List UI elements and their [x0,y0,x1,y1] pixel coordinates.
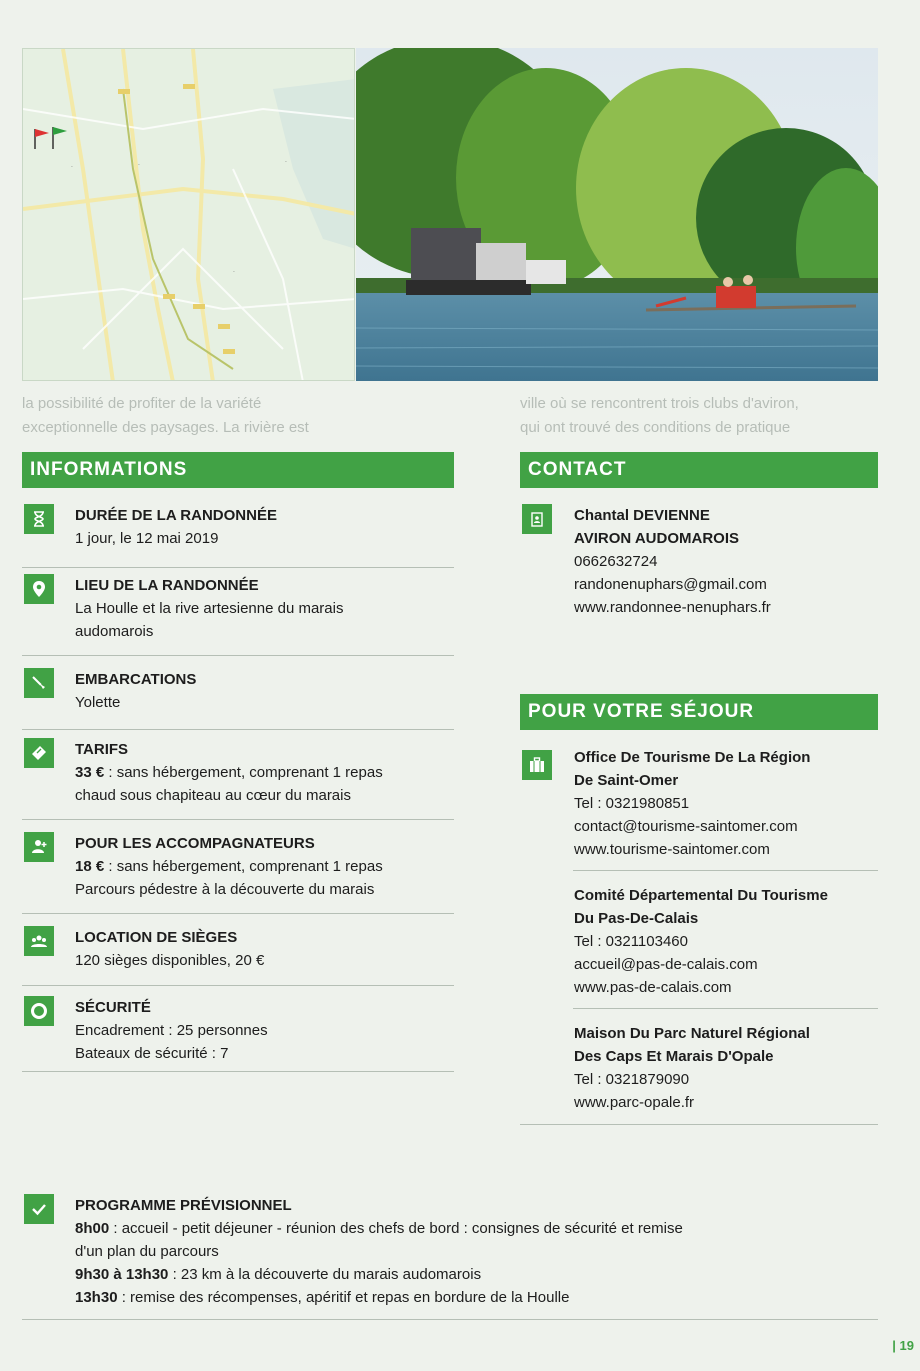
programme-text: : accueil - petit déjeuner - réunion des chefs de bord : consignes de sécurité et remise [109,1220,683,1237]
faded-background-text-left: la possibilité de profiter de la variété exceptionnelle des paysages. La rivière est [22,395,309,436]
info-title: EMBARCATIONS [75,671,197,688]
divider [573,1008,878,1009]
divider [573,870,878,871]
info-line: Yolette [75,694,121,711]
contact-org: AVIRON AUDOMAROIS [574,530,739,547]
lifebuoy-icon [24,996,54,1026]
info-line: audomarois [75,623,154,640]
info-line: Bateaux de sécurité : 7 [75,1045,229,1062]
info-line: 1 jour, le 12 mai 2019 [75,530,219,547]
sejour-entry-parc [520,1018,878,1118]
programme-time: 13h30 [75,1289,118,1306]
programme-title: PROGRAMME PRÉVISIONNEL [75,1197,292,1214]
info-item-duree [22,500,454,568]
programme-text: : remise des récompenses, apéritif et repas en bordure de la Houlle [117,1289,570,1306]
river-photo [356,48,878,381]
page-number: | 19 [892,1338,914,1353]
sejour-name-line1: Maison Du Parc Naturel Régional [574,1025,810,1042]
sejour-name-line1: Office De Tourisme De La Région [574,749,811,766]
sejour-website[interactable]: www.tourisme-saintomer.com [574,841,770,858]
sejour-name-line2: Des Caps Et Marais D'Opale [574,1048,774,1065]
location-pin-icon [24,574,54,604]
divider [520,1124,878,1125]
contact-website[interactable]: www.randonnee-nenuphars.fr [574,599,771,616]
info-item-securite [22,992,454,1072]
sejour-entry-comite [520,880,878,1000]
programme-text: : 23 km à la découverte du marais audomarois [168,1266,482,1283]
info-line: Encadrement : 25 personnes [75,1022,268,1039]
faded-background-text-right: ville où se rencontrent trois clubs d'aviron, qui ont trouvé des conditions de pratique [520,395,799,436]
badge-icon [522,504,552,534]
sejour-email[interactable]: accueil@pas-de-calais.com [574,956,758,973]
sejour-phone: Tel : 0321103460 [574,933,688,950]
suitcase-icon [522,750,552,780]
informations-header: INFORMATIONS [22,452,454,488]
programme-block [22,1190,878,1320]
info-line: La Houlle et la rive artesienne du marais [75,600,344,617]
info-line: chaud sous chapiteau au cœur du marais [75,787,351,804]
sejour-email[interactable]: contact@tourisme-saintomer.com [574,818,798,835]
sejour-phone: Tel : 0321980851 [574,795,690,812]
page-number-value: 19 [899,1338,914,1353]
contact-email[interactable]: randonenuphars@gmail.com [574,576,767,593]
info-title: TARIFS [75,741,129,758]
info-item-embarcations [22,664,454,730]
svg-text:·: · [138,162,140,169]
info-title: DURÉE DE LA RANDONNÉE [75,507,277,524]
ticket-icon [24,738,54,768]
info-item-sieges [22,922,454,986]
sejour-website[interactable]: www.pas-de-calais.com [574,979,732,996]
svg-text:·: · [285,159,287,166]
info-item-accompagnateurs [22,828,454,914]
person-add-icon [24,832,54,862]
group-icon [24,926,54,956]
sejour-name-line1: Comité Départemental Du Tourisme [574,887,828,904]
contact-phone: 0662632724 [574,553,658,570]
price-value: 18 € [75,858,105,875]
contact-name: Chantal DEVIENNE [574,507,710,524]
check-icon [24,1194,54,1224]
svg-text:·: · [233,269,235,276]
price-value: 33 € [75,764,105,781]
sejour-name-line2: Du Pas-De-Calais [574,910,699,927]
info-line: : sans hébergement, comprenant 1 repas [104,764,383,781]
programme-text: d'un plan du parcours [75,1243,219,1260]
svg-text:·: · [71,164,73,171]
info-title: POUR LES ACCOMPAGNATEURS [75,835,315,852]
info-title: LIEU DE LA RANDONNÉE [75,577,259,594]
route-map [22,48,355,381]
hourglass-icon [24,504,54,534]
contact-header: CONTACT [520,452,878,488]
info-line: 120 sièges disponibles, 20 € [75,952,265,969]
contact-block [520,500,878,620]
sejour-phone: Tel : 0321879090 [574,1071,690,1088]
paddle-icon [24,668,54,698]
sejour-name-line2: De Saint-Omer [574,772,679,789]
info-title: LOCATION DE SIÈGES [75,929,238,946]
sejour-entry-office [520,742,878,862]
programme-time: 8h00 [75,1220,110,1237]
info-line: : sans hébergement, comprenant 1 repas [104,858,383,875]
info-title: SÉCURITÉ [75,999,151,1016]
sejour-website[interactable]: www.parc-opale.fr [574,1094,695,1111]
programme-time: 9h30 à 13h30 [75,1266,169,1283]
info-line: Parcours pédestre à la découverte du marais [75,881,375,898]
info-item-lieu [22,570,454,656]
sejour-header: POUR VOTRE SÉJOUR [520,694,878,730]
info-item-tarifs [22,734,454,820]
